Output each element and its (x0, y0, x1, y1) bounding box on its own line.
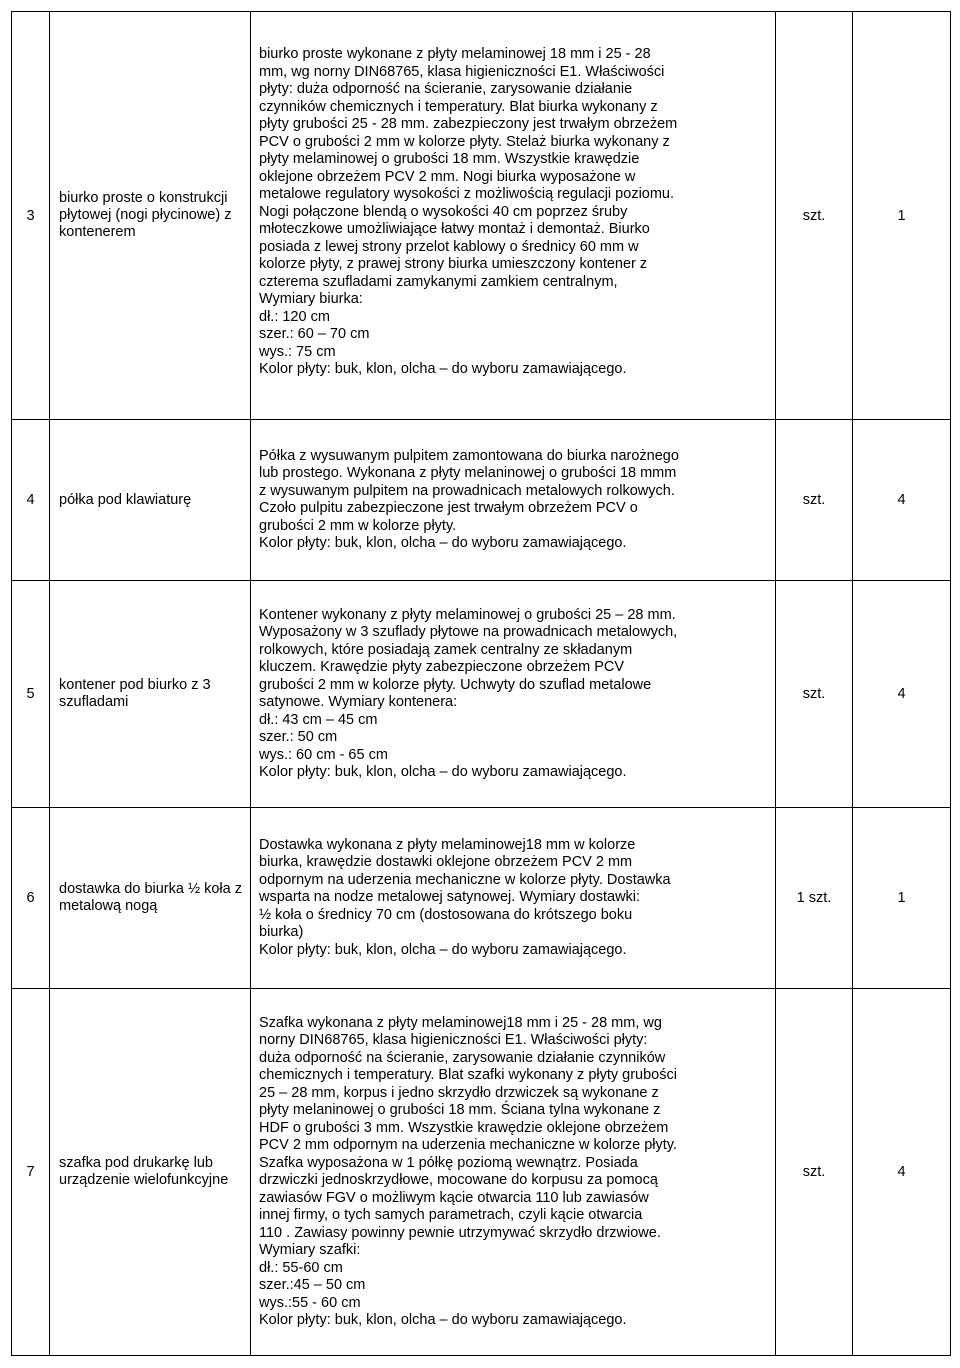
unit-cell: szt. (776, 420, 853, 581)
item-name: szafka pod drukarkę lub urządzenie wielofunkcyjne (50, 989, 251, 1356)
item-name: biurko proste o konstrukcji płytowej (nogi płycinowe) z kontenerem (50, 12, 251, 420)
unit-cell: 1 szt. (776, 808, 853, 989)
row-number: 4 (12, 420, 50, 581)
item-description (251, 420, 776, 581)
specification-table (11, 11, 951, 1356)
table-row (12, 989, 951, 1356)
item-description (251, 12, 776, 420)
quantity-cell: 4 (853, 989, 951, 1356)
item-description (251, 989, 776, 1356)
description-text: Półka z wysuwanym pulpitem zamontowana do biurka narożnego lub prostego. Wykonana z płyty melaninowej o grubości 18 mmm z wysuwanym pulpitem na prowadnicach metalowych rolkowych. Czoło pulpitu zabezpieczone jest trwałym obrzeżem PCV o grubości 2 mm w kolorze płyty. Kolor płyty: buk, klon, olcha – do wyboru zamawiającego. (259, 447, 679, 551)
row-number: 5 (12, 581, 50, 808)
table-row (12, 581, 951, 808)
item-name: kontener pod biurko z 3 szufladami (50, 581, 251, 808)
row-number: 7 (12, 989, 50, 1356)
quantity-cell: 4 (853, 581, 951, 808)
description-text: Szafka wykonana z płyty melaminowej18 mm i 25 - 28 mm, wg norny DIN68765, klasa higieniczności E1. Właściwości płyty: duża odporność na ścieranie, zarysowanie działanie czynników chemicznych i temperatury. Blat szafki wykonany z płyty grubości 25 – 28 mm, korpus i jedno skrzydło drzwiczek są wykonane z płyty melaninowej o grubości 18 mm. Ściana tylna wykonane z HDF o grubości 3 mm. Wszystkie krawędzie oklejone obrzeżem PCV 2 mm odpornym na uderzenia mechaniczne w kolorze płyty. Szafka wyposażona w 1 półkę poziomą wewnątrz. Posiada drzwiczki jednoskrzydłowe, mocowane do korpusu za pomocą zawiasów FGV o możliwym kącie otwarcia 110 lub zawiasów innej firmy, o tych samych parametrach, czyli kącie otwarcia 110 . Zawiasy powinny pewnie utrzymywać skrzydło drzwiowe. Wymiary szafki: dł.: 55-60 cm szer.:45 – 50 cm wys.:55 - 60 cm Kolor płyty: buk, klon, olcha – do wyboru zamawiającego. (259, 1014, 678, 1328)
table-row (12, 12, 951, 420)
row-number: 6 (12, 808, 50, 989)
item-name: półka pod klawiaturę (50, 420, 251, 581)
unit-cell: szt. (776, 581, 853, 808)
item-description (251, 581, 776, 808)
unit-cell: szt. (776, 12, 853, 420)
description-text: Dostawka wykonana z płyty melaminowej18 mm w kolorze biurka, krawędzie dostawki oklejone obrzeżem PCV 2 mm odpornym na uderzenia mechaniczne w kolorze płyty. Dostawka wsparta na nodze metalowej satynowej. Wymiary dostawki: ½ koła o średnicy 70 cm (dostosowana do krótszego boku biurka) Kolor płyty: buk, klon, olcha – do wyboru zamawiającego. (259, 836, 671, 958)
table-row (12, 420, 951, 581)
description-text: Kontener wykonany z płyty melaminowej o grubości 25 – 28 mm. Wyposażony w 3 szuflady płytowe na prowadnicach metalowych, rolkowych, które posiadają zamek centralny ze składanym kluczem. Krawędzie płyty zabezpieczone obrzeżem PCV grubości 2 mm w kolorze płyty. Uchwyty do szuflad metalowe satynowe. Wymiary kontenera: dł.: 43 cm – 45 cm szer.: 50 cm wys.: 60 cm - 65 cm Kolor płyty: buk, klon, olcha – do wyboru zamawiającego. (259, 606, 678, 780)
item-name: dostawka do biurka ½ koła z metalową nogą (50, 808, 251, 989)
quantity-cell: 1 (853, 12, 951, 420)
table-row (12, 808, 951, 989)
quantity-cell: 4 (853, 420, 951, 581)
description-text: biurko proste wykonane z płyty melaminowej 18 mm i 25 - 28 mm, wg norny DIN68765, klasa higieniczności E1. Właściwości płyty: duża odporność na ścieranie, zarysowanie działanie czynników chemicznych i temperatury. Blat biurka wykonany z płyty grubości 25 - 28 mm. zabezpieczony jest trwałym obrzeżem PCV o grubości 2 mm w kolorze płyty. Stelaż biurka wykonany z płyty melaminowej o grubości 18 mm. Wszystkie krawędzie oklejone obrzeżem PCV 2 mm. Nogi biurka wyposażone w metalowe regulatory wysokości z możliwością regulacji poziomu. Nogi połączone blendą o wysokości 40 cm poprzez śruby młoteczkowe umożliwiające łatwy montaż i demontaż. Biurko posiada z lewej strony przelot kablowy o średnicy 60 mm w kolorze płyty, z prawej strony biurka umieszczony kontener z czterema szufladami zamykanymi zamkiem centralnym, Wymiary biurka: dł.: 120 cm szer.: 60 – 70 cm wys.: 75 cm Kolor płyty: buk, klon, olcha – do wyboru zamawiającego. (259, 46, 678, 378)
item-description (251, 808, 776, 989)
row-number: 3 (12, 12, 50, 420)
quantity-cell: 1 (853, 808, 951, 989)
unit-cell: szt. (776, 989, 853, 1356)
